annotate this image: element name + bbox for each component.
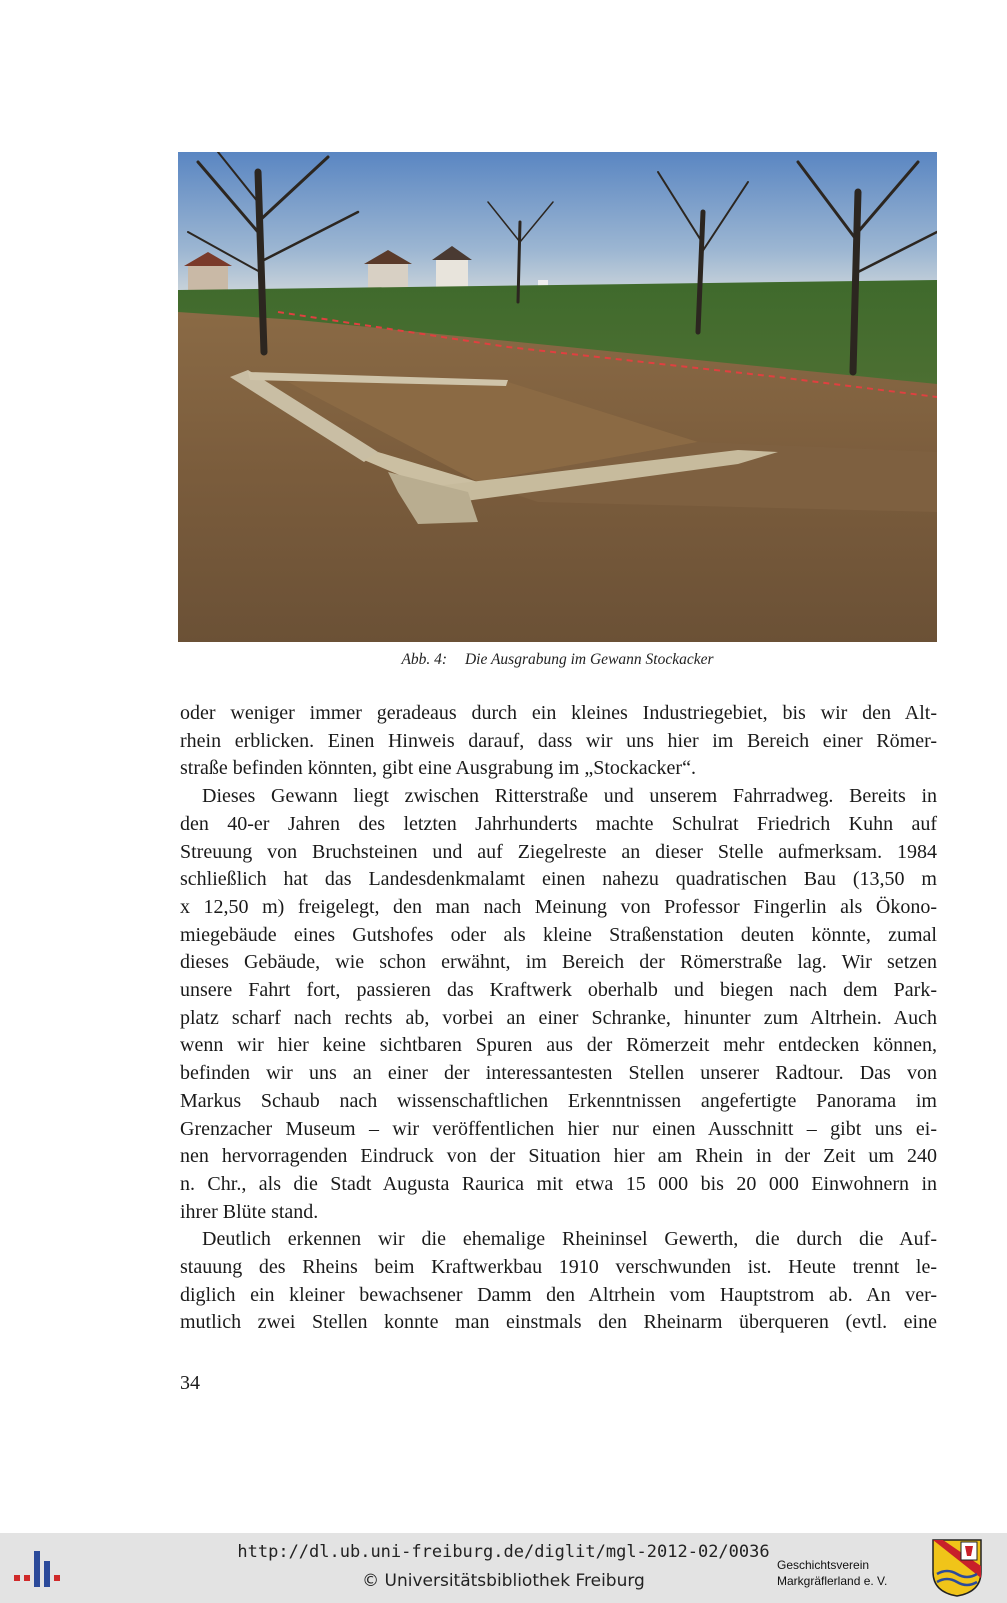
society-line-2: Markgräflerland e. V. xyxy=(777,1574,888,1588)
figure-caption xyxy=(178,651,937,669)
text-line: Grenzacher Museum – wir veröffentlichen hier nur einen Ausschnitt – gibt uns ei- xyxy=(180,1117,937,1140)
text-line: rhein erblicken. Einen Hinweis darauf, dass wir uns hier im Bereich einer Römer- xyxy=(180,729,937,752)
text-line: unsere Fahrt fort, passieren das Kraftwerk oberhalb und biegen nach dem Park- xyxy=(180,979,937,1002)
text-line: straße befinden könnten, gibt eine Ausgrabung im „Stockacker“. xyxy=(180,757,696,780)
society-line-1: Geschichtsverein xyxy=(777,1558,870,1572)
footer-bar xyxy=(0,1533,1007,1603)
text-line: den 40-er Jahren des letzten Jahrhunderts machte Schulrat Friedrich Kuhn auf xyxy=(180,812,937,835)
text-line: diglich ein kleiner bewachsener Damm den Altrhein vom Hauptstrom ab. An ver- xyxy=(180,1283,937,1306)
text-line: oder weniger immer geradeaus durch ein kleines Industriegebiet, bis wir den Alt- xyxy=(180,702,937,724)
text-line: Deutlich erkennen wir die ehemalige Rheininsel Gewerth, die durch die Auf- xyxy=(202,1228,937,1251)
society-name xyxy=(777,1557,917,1589)
caption-number: Abb. 4: xyxy=(401,651,448,668)
text-line: Dieses Gewann liegt zwischen Ritterstraße und unserem Fahrradweg. Bereits in xyxy=(202,785,937,808)
text-line: mutlich zwei Stellen konnte man einstmals den Rheinarm überqueren (evtl. eine xyxy=(180,1311,937,1334)
paragraph xyxy=(180,783,937,1226)
text-line: stauung des Rheins beim Kraftwerkbau 1910 verschwunden ist. Heute trennt le- xyxy=(180,1256,937,1279)
page-number: 34 xyxy=(180,1372,200,1394)
body-text xyxy=(180,700,937,1337)
society-crest-icon[interactable] xyxy=(931,1538,983,1598)
text-line: miegebäude eines Gutshofes oder als kleine Straßenstation deuten könnte, zumal xyxy=(180,923,937,946)
text-line: platz scharf nach rechts ab, vorbei an einer Schranke, hinunter zum Altrhein. Auch xyxy=(180,1006,937,1029)
caption-text: Die Ausgrabung im Gewann Stockacker xyxy=(464,651,714,668)
footer-copyright: © Universitätsbibliothek Freiburg xyxy=(362,1571,645,1591)
text-line: ihrer Blüte stand. xyxy=(180,1200,319,1223)
text-line: Streuung von Bruchsteinen und auf Ziegelreste an dieser Stelle aufmerksam. 1984 xyxy=(180,840,937,863)
paragraph xyxy=(180,700,937,783)
text-line: Markus Schaub nach wissenschaftlichen Erkenntnissen angefertigte Panorama im xyxy=(180,1089,937,1112)
text-line: befinden wir uns an einer der interessantesten Stellen unserer Radtour. Das von xyxy=(180,1062,937,1085)
text-line: x 12,50 m) freigelegt, den man nach Meinung von Professor Fingerlin als Ökono- xyxy=(180,895,937,918)
text-line: schließlich hat das Landesdenkmalamt einen nahezu quadratischen Bau (13,50 m xyxy=(180,868,937,891)
text-line: nen hervorragenden Eindruck von der Situation hier am Rhein in der Zeit um 240 xyxy=(180,1145,937,1168)
paragraph xyxy=(180,1226,937,1337)
text-line: dieses Gebäude, wie schon erwähnt, im Bereich der Römerstraße lag. Wir setzen xyxy=(180,951,937,974)
text-line: n. Chr., als die Stadt Augusta Raurica mit etwa 15 000 bis 20 000 Einwohnern in xyxy=(180,1172,937,1195)
text-line: wenn wir hier keine sichtbaren Spuren aus der Römerzeit mehr entdecken können, xyxy=(180,1034,937,1057)
footer-url[interactable]: http://dl.ub.uni-freiburg.de/diglit/mgl-2012-02/0036 xyxy=(237,1542,770,1562)
excavation-photo xyxy=(178,152,937,642)
